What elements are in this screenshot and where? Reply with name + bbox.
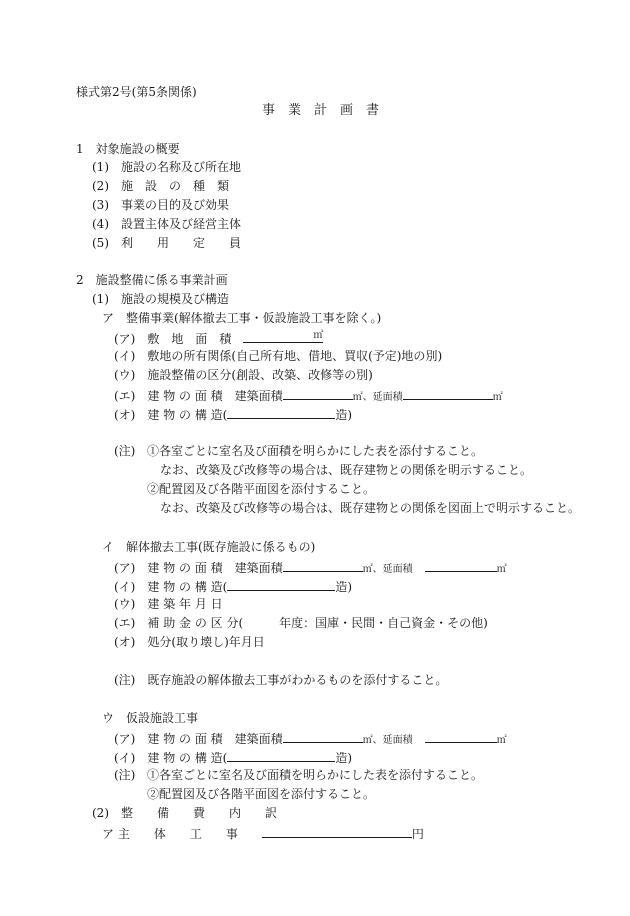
c-item-structure: (イ) 建 物 の 構 造( 造) [114, 748, 352, 764]
a-note-4: なお、改築及び改修等の場合は、既存建物との関係を図面上で明示すること。 [160, 501, 581, 515]
s1-item-1: (1) 施設の名称及び所在地 [92, 160, 242, 174]
c-item-building-area: (ア) 建 物 の 面 積 建築面積 ㎡、延面積 ㎡ [114, 729, 507, 745]
a-structure-field[interactable] [227, 405, 335, 419]
c-note-label: (注) [114, 768, 136, 782]
a-item-ownership: (イ) 敷地の所有関係(自己所有地、借地、買収(予定)地の別) [114, 349, 443, 363]
s1-item-3: (3) 事業の目的及び効果 [92, 198, 230, 212]
b-building-area-field[interactable] [283, 558, 363, 572]
subsection-c-heading: ウ 仮設施設工事 [102, 711, 199, 725]
a-item-building-area: (エ) 建 物 の 面 積 建築面積 ㎡、延面積 ㎡ [114, 386, 503, 402]
a-building-area-field[interactable] [283, 386, 353, 400]
a-item-site-area: (ア) 敷 地 面 積 ㎡ [114, 330, 324, 346]
document-title: 事 業 計 画 書 [262, 103, 380, 118]
a-note-2: なお、改築及び改修等の場合は、既存建物との関係を明示すること。 [160, 463, 533, 477]
main-construction-cost-field[interactable] [262, 824, 412, 838]
c-note-1: ①各室ごとに室名及び面積を明らかにした表を添付すること。 [147, 768, 484, 782]
site-area-field[interactable]: ㎡ [243, 329, 323, 343]
section-1-heading: 1 対象施設の概要 [76, 142, 180, 156]
s1-item-5: (5) 利 用 定 員 [92, 236, 242, 250]
b-structure-field[interactable] [227, 577, 335, 591]
subsection-a-heading: ア 整備事業(解体撤去工事・仮設施設工事を除く。) [102, 311, 382, 325]
section-2-heading: 2 施設整備に係る事業計画 [76, 273, 228, 287]
b-item-building-area: (ア) 建 物 の 面 積 建築面積 ㎡、延面積 ㎡ [114, 558, 507, 574]
s2-sub-2: (2) 整 備 費 内 訳 [92, 806, 278, 820]
subsection-b-heading: イ 解体撤去工事(既存施設に係るもの) [102, 540, 316, 554]
c-building-area-field[interactable] [283, 729, 363, 743]
cost-main-construction: ア 主 体 工 事 円 [102, 824, 424, 840]
a-item-category: (ウ) 施設整備の区分(創設、改築、改修等の別) [114, 368, 373, 382]
b-item-disposal-date: (オ) 処分(取り壊し)年月日 [114, 635, 265, 649]
a-total-floor-area-field[interactable] [403, 386, 493, 400]
s1-item-2: (2) 施 設 の 種 類 [92, 179, 230, 193]
s1-item-4: (4) 設置主体及び経営主体 [92, 217, 242, 231]
a-note-label: (注) [114, 444, 136, 458]
c-structure-field[interactable] [227, 748, 335, 762]
a-note-3: ②配置図及び各階平面図を添付すること。 [147, 482, 376, 496]
a-note-1: ①各室ごとに室名及び面積を明らかにした表を添付すること。 [147, 444, 484, 458]
a-item-structure: (オ) 建 物 の 構 造( 造) [114, 405, 352, 421]
b-total-floor-area-field[interactable] [425, 558, 497, 572]
c-note-2: ②配置図及び各階平面図を添付すること。 [147, 787, 376, 801]
s2-sub-1: (1) 施設の規模及び構造 [92, 292, 230, 306]
b-note: (注) 既存施設の解体撤去工事がわかるものを添付すること。 [114, 673, 448, 687]
b-item-subsidy: (エ) 補 助 金 の 区 分( 年度：国庫・民間・自己資金・その他) [114, 616, 488, 630]
b-item-construction-date: (ウ) 建 築 年 月 日 [114, 597, 223, 611]
c-total-floor-area-field[interactable] [425, 729, 497, 743]
form-number: 様式第2号(第5条関係) [76, 85, 197, 99]
b-item-structure: (イ) 建 物 の 構 造( 造) [114, 577, 352, 593]
